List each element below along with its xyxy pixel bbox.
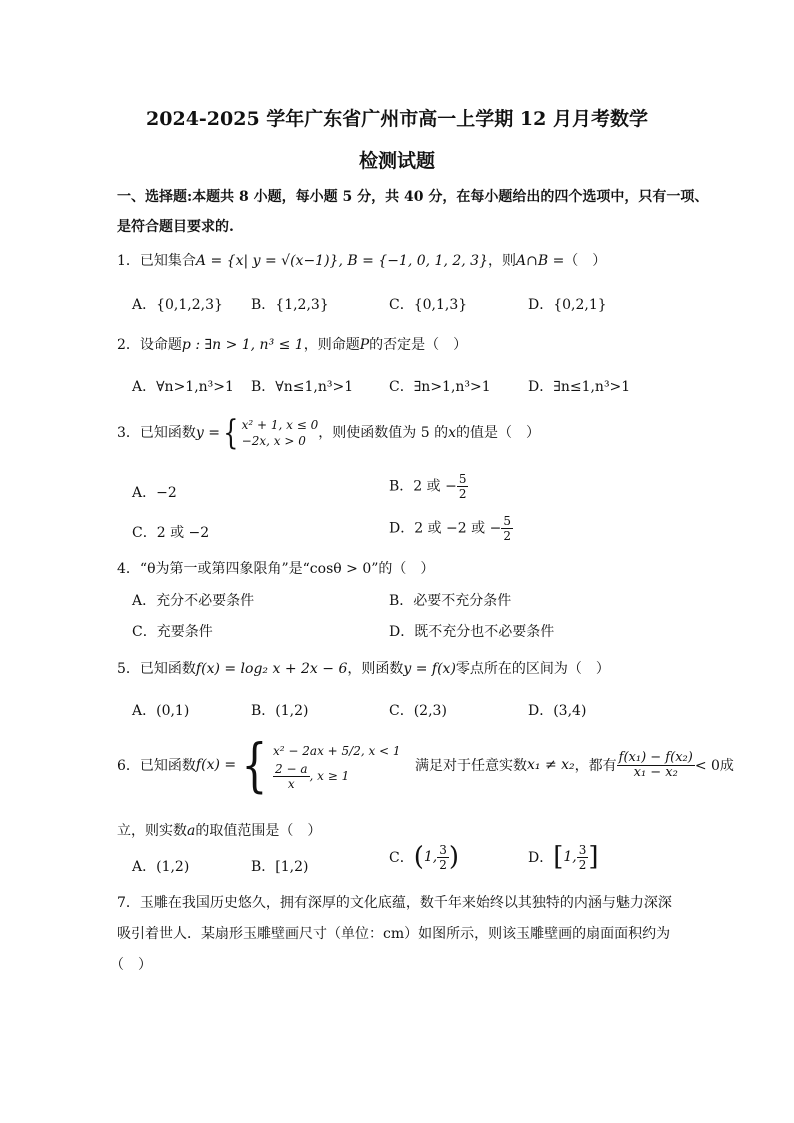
q2-p: P — [359, 337, 370, 353]
q6-option-c-label: C． — [389, 850, 414, 866]
q3-option-d-fraction — [501, 514, 513, 543]
q6-option-c-one: 1, — [423, 849, 438, 865]
q6-option-c — [389, 842, 459, 872]
fraction-numerator: 2 − a — [275, 761, 308, 776]
question-4: 4．“θ为第一或第四象限角”是“cosθ > 0”的（ ） — [117, 561, 435, 577]
right-bracket: ] — [588, 842, 599, 872]
left-brace: { — [241, 731, 268, 799]
q6-case-2-fraction — [273, 762, 309, 791]
q2-stem-a: 2．设命题 — [117, 337, 182, 353]
q6-option-d-one: 1, — [563, 849, 577, 865]
q3-stem-c: 的值是（ ） — [456, 425, 540, 441]
q3-option-a: A．−2 — [132, 485, 177, 501]
section-heading-line2: 是符合题目要求的. — [117, 219, 234, 235]
fraction-denominator: 2 — [439, 857, 447, 872]
fraction-denominator: 2 — [458, 487, 467, 501]
q5-stem-a: 5．已知函数 — [117, 661, 196, 677]
q2-stem-b: ，则命题 — [303, 337, 360, 353]
q6-option-d-fraction — [577, 843, 589, 872]
q6-stem-c: ，都有 — [574, 758, 617, 774]
section-heading-line1: 一、选择题:本题共 8 小题，每小题 5 分，共 40 分，在每小题给出的四个选项中，只有一项、 — [117, 189, 709, 205]
q6-cond: x₁ ≠ x₂ — [527, 757, 575, 773]
fraction-numerator: 3 — [439, 842, 447, 857]
q4-option-d: D．既不充分也不必要条件 — [389, 624, 555, 640]
q2-stem-c: 的否定是（ ） — [369, 337, 468, 353]
question-6 — [117, 731, 734, 799]
q2-prop: p : ∃n > 1, n³ ≤ 1 — [181, 337, 304, 353]
q5-stem-b: ，则函数 — [347, 661, 404, 677]
q3-case-2: −2x, x > 0 — [241, 434, 306, 448]
q1-set-a: A = {x| y = √(x−1)} — [195, 253, 339, 269]
q6-option-b: B．[1,2) — [251, 859, 309, 875]
question-5 — [117, 658, 610, 678]
q6-case-2 — [273, 762, 401, 791]
q1-expr: A∩B = — [515, 253, 565, 269]
q6-case-2-tail: , x ≥ 1 — [309, 768, 350, 783]
q1-paren: （ ） — [564, 253, 607, 269]
page-subtitle: 检测试题 — [358, 150, 435, 172]
q6-ineq-tail: < 0成 — [694, 758, 734, 774]
q5-func: f(x) = log₂ x + 2x − 6 — [195, 661, 348, 677]
q5-stem-c: 零点所在的区间为（ ） — [455, 661, 610, 677]
q6-a: a — [187, 823, 196, 839]
q4-option-c: C．充要条件 — [132, 624, 213, 640]
left-brace: { — [223, 413, 239, 453]
q3-y: y = — [195, 425, 221, 441]
q1-option-c: C．{0,1,3} — [389, 297, 468, 313]
right-paren: ) — [448, 842, 460, 872]
q4-option-a: A．充分不必要条件 — [132, 593, 255, 609]
left-bracket: [ — [553, 842, 564, 872]
q3-cases — [242, 417, 319, 449]
question-7-line3: （ ） — [110, 957, 152, 973]
page-title: 2024-2025 学年广东省广州市高一上学期 12 月月考数学 — [146, 108, 648, 130]
q1-option-b: B．{1,2,3} — [251, 297, 329, 313]
q3-x: x — [448, 425, 456, 441]
fraction-denominator: 2 — [503, 529, 511, 543]
q6-line2-tail: 的取值范围是（ ） — [195, 823, 322, 839]
q3-option-b-text: B．2 或 − — [389, 478, 457, 495]
q6-stem-b: 满足对于任意实数 — [415, 758, 527, 774]
q3-option-d — [389, 514, 513, 543]
question-6-line2 — [117, 820, 321, 840]
q6-option-a: A．(1,2) — [132, 859, 190, 875]
q3-option-c: C．2 或 −2 — [132, 525, 210, 541]
q3-stem-a: 3．已知函数 — [117, 425, 196, 441]
q6-option-c-fraction — [437, 843, 449, 872]
left-paren: ( — [413, 842, 424, 872]
q1-stem-b: ，则 — [487, 253, 516, 269]
fraction-numerator: 5 — [458, 472, 467, 486]
q3-option-d-text: D．2 或 −2 或 − — [389, 520, 502, 537]
q1-stem-a: 1．已知集合 — [117, 253, 196, 269]
q6-cases — [273, 740, 401, 791]
q2-option-b: B．∀n≤1,n³>1 — [251, 379, 354, 395]
fraction-numerator: 5 — [503, 514, 511, 528]
q5-option-c: C．(2,3) — [389, 703, 447, 719]
q6-stem-a: 6．已知函数 — [117, 758, 196, 774]
q6-fx: f(x) = — [195, 757, 237, 773]
q6-case-1: x² − 2ax + 5/2, x < 1 — [273, 743, 401, 758]
fraction-numerator: 3 — [578, 842, 587, 857]
q6-option-d — [528, 842, 599, 872]
q1-option-a: A．{0,1,2,3} — [132, 297, 223, 313]
q6-ineq-fraction — [617, 751, 695, 780]
question-7-line1: 7．玉雕在我国历史悠久，拥有深厚的文化底蕴，数千年来始终以其独特的内涵与魅力深深 — [117, 895, 672, 911]
q5-option-a: A．(0,1) — [132, 703, 190, 719]
question-2 — [117, 334, 467, 354]
q5-option-b: B．(1,2) — [251, 703, 309, 719]
q6-option-d-label: D． — [528, 850, 554, 866]
q2-option-c: C．∃n>1,n³>1 — [389, 379, 491, 395]
q1-set-b: , B = {−1, 0, 1, 2, 3} — [338, 253, 488, 269]
q5-func2: y = f(x) — [403, 661, 456, 677]
q2-option-d: D．∃n≤1,n³>1 — [528, 379, 631, 395]
q5-option-d: D．(3,4) — [528, 703, 587, 719]
q3-case-1: x² + 1, x ≤ 0 — [241, 418, 319, 432]
q6-line2: 立，则实数 — [117, 823, 187, 839]
question-7-line2: 吸引着世人．某扇形玉雕壁画尺寸（单位：cm）如图所示，则该玉雕壁画的扇面面积约为 — [117, 926, 671, 942]
fraction-denominator: x — [287, 776, 295, 791]
q4-option-b: B．必要不充分条件 — [389, 593, 512, 609]
fraction-denominator: x₁ − x₂ — [633, 764, 678, 780]
q1-option-d: D．{0,2,1} — [528, 297, 607, 313]
q3-stem-b: ，则使函数值为 5 的 — [318, 425, 449, 441]
question-3 — [117, 413, 540, 453]
question-1 — [117, 250, 606, 270]
q3-option-b — [389, 472, 468, 501]
fraction-denominator: 2 — [578, 857, 587, 872]
q2-option-a: A．∀n>1,n³>1 — [132, 379, 234, 395]
fraction-numerator: f(x₁) − f(x₂) — [618, 749, 693, 765]
q3-option-b-fraction — [457, 472, 469, 501]
